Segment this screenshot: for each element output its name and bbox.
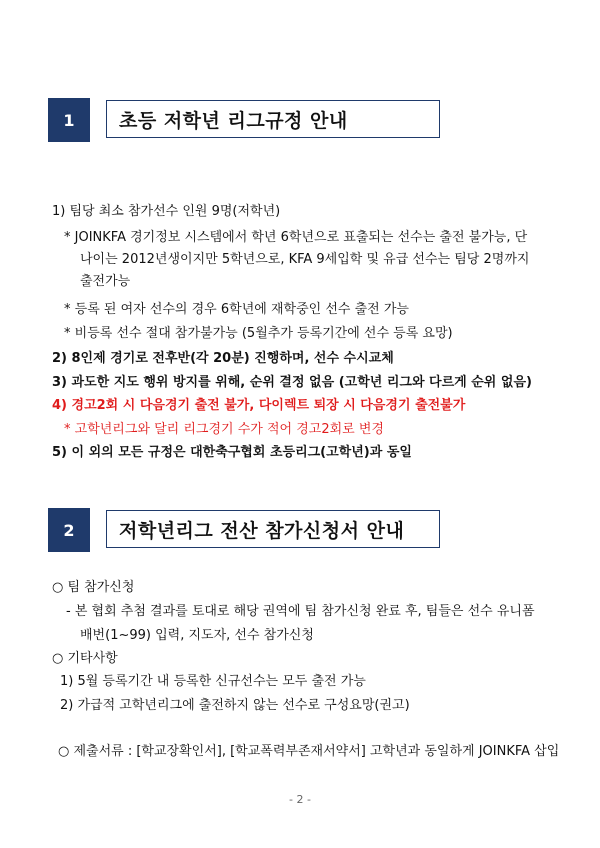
section-number-badge: 2 bbox=[48, 508, 90, 552]
section-title: 저학년리그 전산 참가신청서 안내 bbox=[106, 510, 440, 548]
rule-item: 5) 이 외의 모든 규정은 대한축구협회 초등리그(고학년)과 동일 bbox=[52, 445, 412, 460]
info-item: 2) 가급적 고학년리그에 출전하지 않는 선수로 구성요망(권고) bbox=[60, 698, 410, 713]
info-heading: ○ 팀 참가신청 bbox=[52, 580, 135, 595]
section-number-badge: 1 bbox=[48, 98, 90, 142]
info-item: - 본 협회 추첨 결과를 토대로 해당 권역에 팀 참가신청 완료 후, 팀들은 선수 유니폼 bbox=[66, 604, 535, 619]
info-item-cont: 배번(1~99) 입력, 지도자, 선수 참가신청 bbox=[80, 628, 314, 643]
rule-note-warning: * 고학년리그와 달리 리그경기 수가 적어 경고2회로 변경 bbox=[64, 422, 384, 437]
rule-item-warning: 4) 경고2회 시 다음경기 출전 불가, 다이렉트 퇴장 시 다음경기 출전불가 bbox=[52, 398, 466, 413]
rule-item: 2) 8인제 경기로 전후반(각 20분) 진행하며, 선수 수시교체 bbox=[52, 351, 394, 366]
rule-item: 1) 팀당 최소 참가선수 인원 9명(저학년) bbox=[52, 204, 281, 219]
info-item: 1) 5월 등록기간 내 등록한 신규선수는 모두 출전 가능 bbox=[60, 674, 366, 689]
rule-item: 3) 과도한 지도 행위 방지를 위해, 순위 결정 없음 (고학년 리그와 다르게 순위 없음) bbox=[52, 375, 532, 390]
rule-note-cont: 나이는 2012년생이지만 5학년으로, KFA 9세입학 및 유급 선수는 팀당 2명까지 bbox=[80, 252, 530, 267]
rule-note: * 등록 된 여자 선수의 경우 6학년에 재학중인 선수 출전 가능 bbox=[64, 302, 409, 317]
rule-note-cont: 출전가능 bbox=[80, 274, 131, 289]
page-number: - 2 - bbox=[289, 793, 311, 806]
section-1-header bbox=[48, 98, 444, 142]
section-title: 초등 저학년 리그규정 안내 bbox=[106, 100, 440, 138]
submission-docs: ○ 제출서류 : [학교장확인서], [학교폭력부존재서약서] 고학년과 동일하게 JOINKFA 삽입 bbox=[58, 744, 560, 759]
section-2-header bbox=[48, 508, 444, 552]
rule-note: * JOINKFA 경기정보 시스템에서 학년 6학년으로 표출되는 선수는 출전 불가능, 단 bbox=[64, 230, 528, 245]
info-heading: ○ 기타사항 bbox=[52, 651, 118, 666]
rule-note: * 비등록 선수 절대 참가불가능 (5월추가 등록기간에 선수 등록 요망) bbox=[64, 326, 453, 341]
